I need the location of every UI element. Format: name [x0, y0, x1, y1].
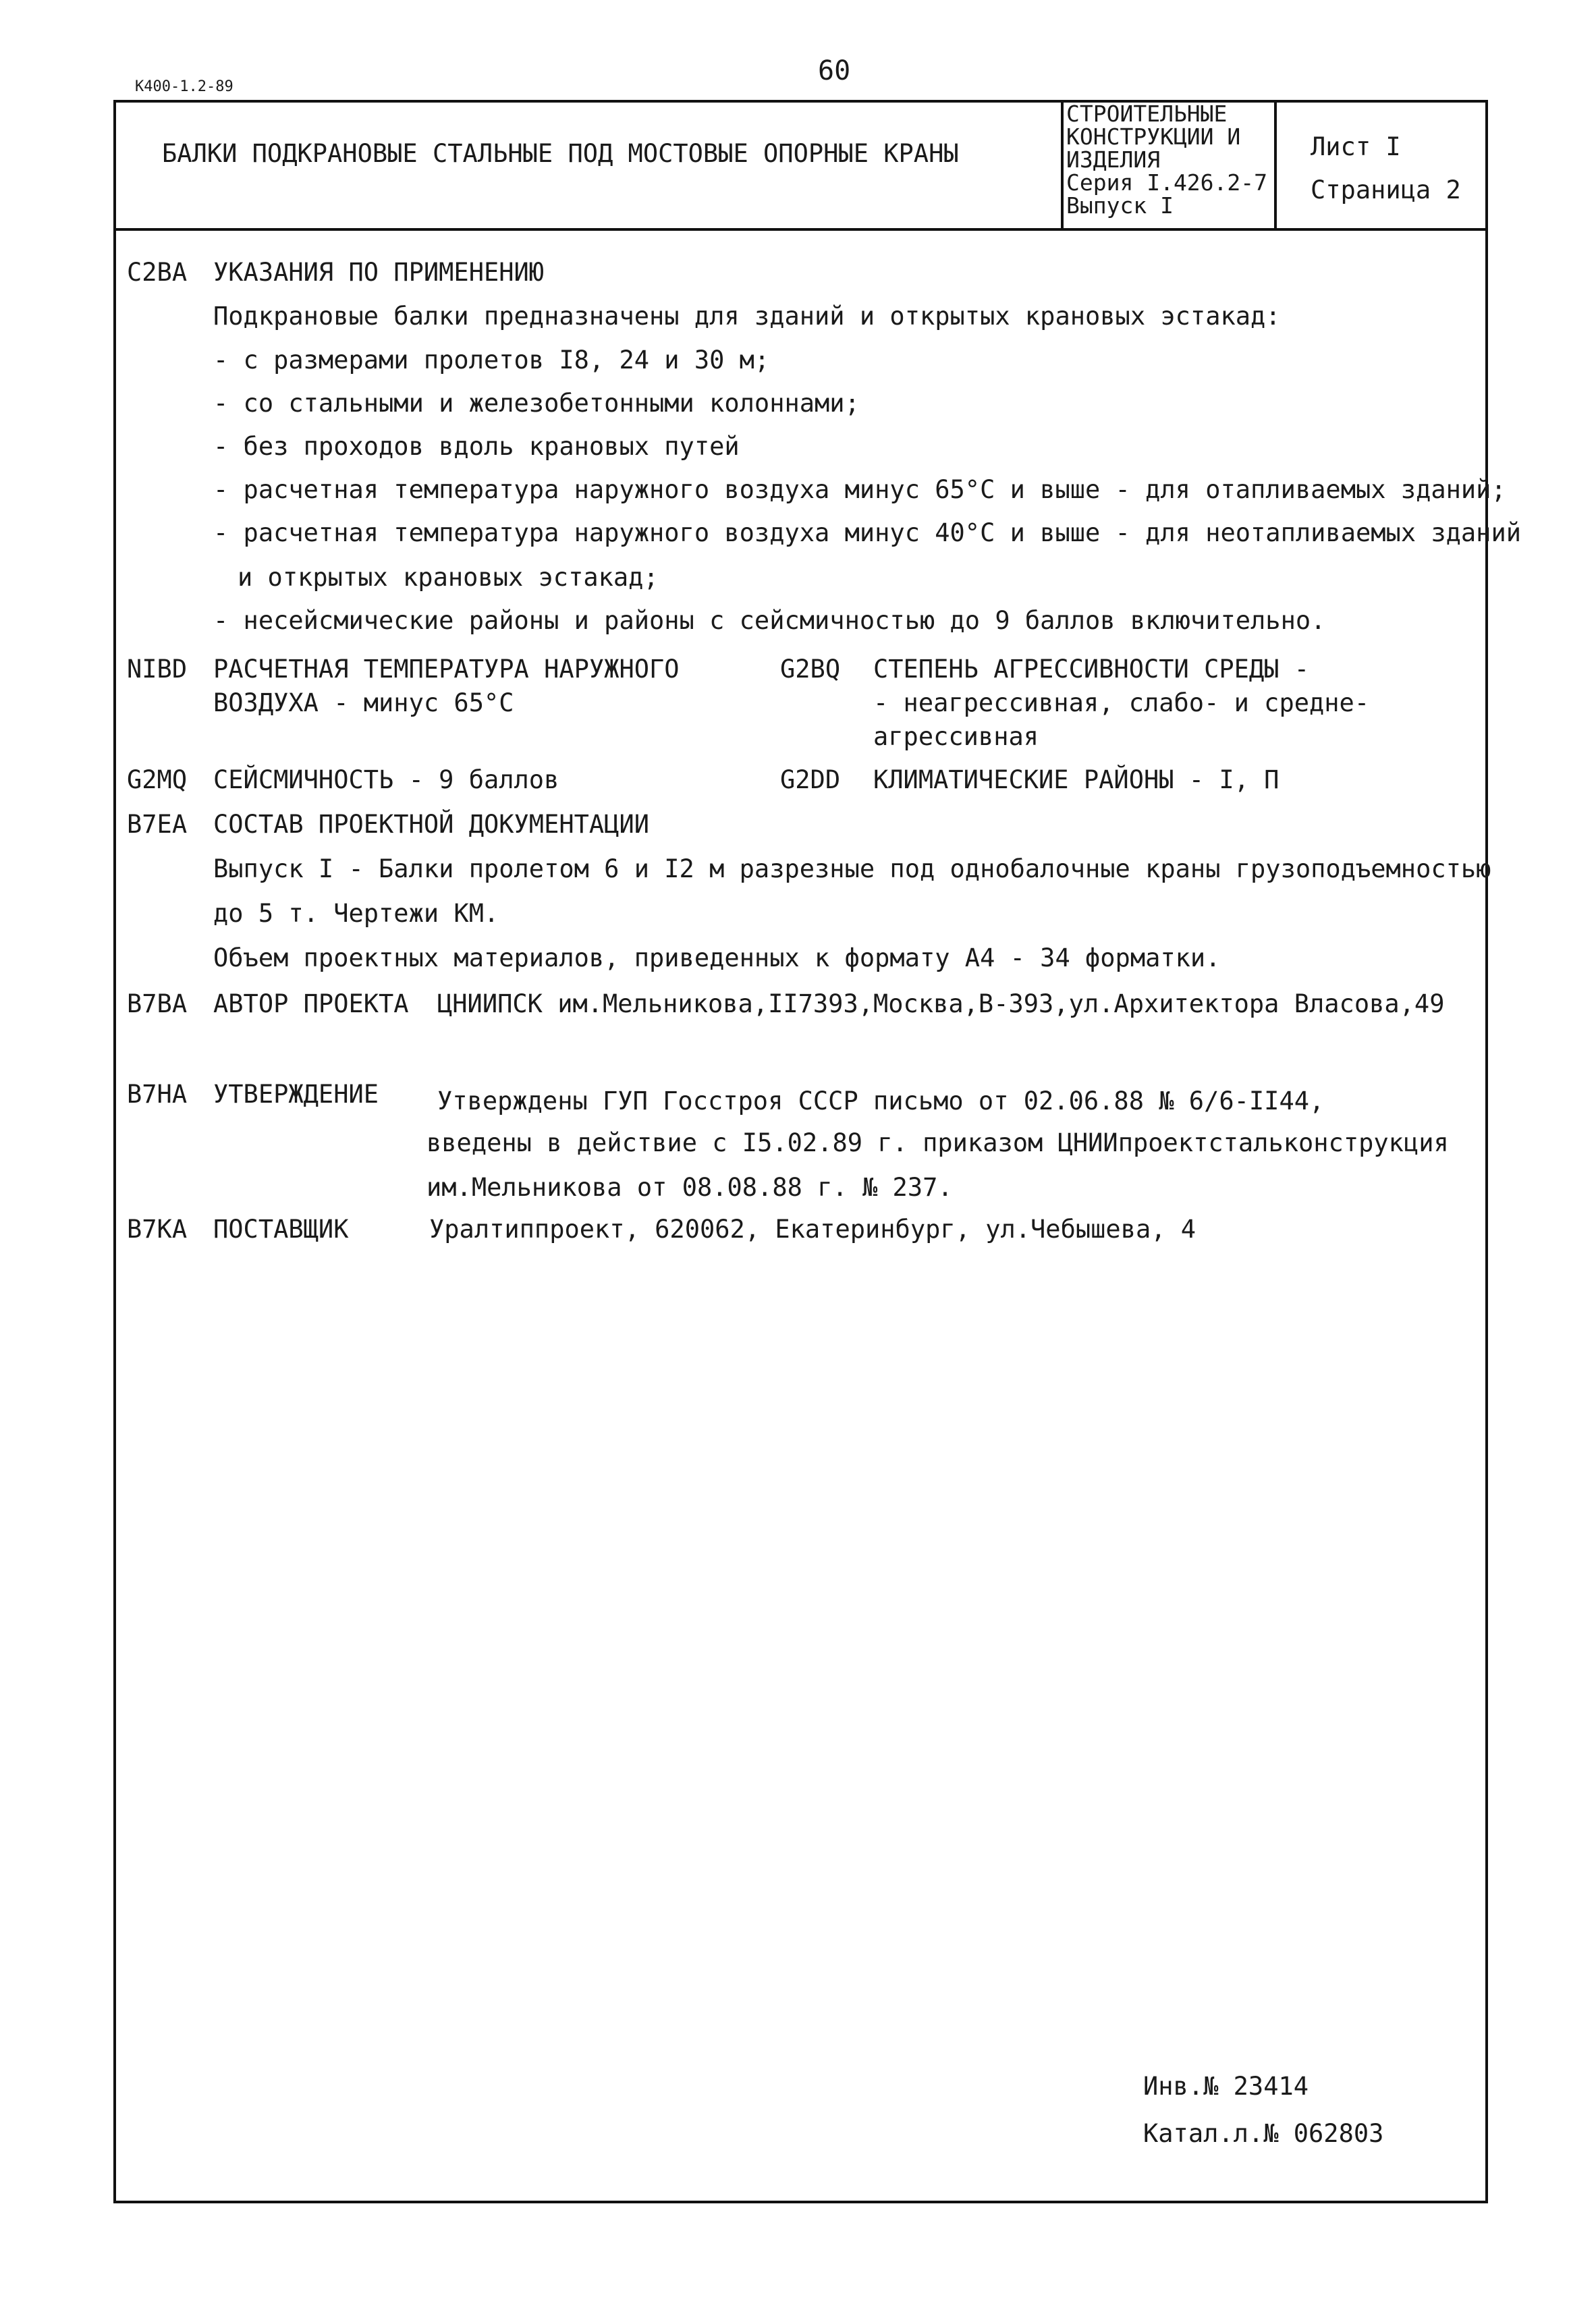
usage-item: - расчетная температура наружного воздуха минус 40°C и выше - для неотапливаемых зданий	[213, 518, 1522, 547]
series-line: КОНСТРУКЦИИ И	[1066, 123, 1241, 150]
composition-line: до 5 т. Чертежи КМ.	[213, 899, 499, 928]
header-divider	[113, 228, 1488, 231]
param-climate: КЛИМАТИЧЕСКИЕ РАЙОНЫ - I, П	[873, 765, 1279, 794]
doc-code: К400-1.2-89	[135, 78, 233, 95]
header-divider-1	[1061, 100, 1064, 229]
param-temp-line2: ВОЗДУХА - минус 65°C	[213, 688, 514, 717]
supplier-label: ПОСТАВЩИК	[213, 1215, 349, 1244]
supplier-text: Уралтиппроект, 620062, Екатеринбург, ул.Чебышева, 4	[429, 1215, 1196, 1244]
catalog-number: Катал.л.№ 062803	[1143, 2119, 1384, 2148]
inventory-number: Инв.№ 23414	[1143, 2072, 1309, 2101]
series-line: ИЗДЕЛИЯ	[1066, 146, 1161, 173]
usage-title: УКАЗАНИЯ ПО ПРИМЕНЕНИЮ	[213, 258, 545, 287]
section-code-usage: C2BA	[127, 258, 188, 287]
composition-line: Объем проектных материалов, приведенных к формату А4 - 34 форматки.	[213, 943, 1221, 972]
usage-intro: Подкрановые балки предназначены для зданий и открытых крановых эстакад:	[213, 302, 1281, 331]
usage-item: и открытых крановых эстакад;	[238, 563, 659, 592]
usage-item: - с размерами пролетов I8, 24 и 30 м;	[213, 346, 770, 375]
series-line: Серия I.426.2-7	[1066, 169, 1268, 196]
header-title: БАЛКИ ПОДКРАНОВЫЕ СТАЛЬНЫЕ ПОД МОСТОВЫЕ ОПОРНЫЕ КРАНЫ	[162, 139, 959, 168]
param-code-climate: G2DD	[780, 765, 841, 794]
series-line: Выпуск I	[1066, 192, 1174, 219]
approval-line: Утверждены ГУП Госстроя СССР письмо от 02.06.88 № 6/6-II44,	[437, 1086, 1325, 1116]
composition-title: СОСТАВ ПРОЕКТНОЙ ДОКУМЕНТАЦИИ	[213, 810, 650, 839]
section-code-author: B7BA	[127, 989, 188, 1018]
header-divider-2	[1274, 100, 1277, 229]
param-seism: СЕЙСМИЧНОСТЬ - 9 баллов	[213, 765, 559, 794]
series-block	[1066, 103, 1273, 228]
page-label: Страница 2	[1311, 175, 1461, 204]
usage-item: - без проходов вдоль крановых путей	[213, 432, 740, 461]
param-temp-line1: РАСЧЕТНАЯ ТЕМПЕРАТУРА НАРУЖНОГО	[213, 655, 680, 684]
approval-line: им.Мельникова от 08.08.88 г. № 237.	[426, 1173, 953, 1202]
composition-line: Выпуск I - Балки пролетом 6 и I2 м разрезные под однобалочные краны грузоподъемностью	[213, 854, 1491, 883]
usage-item: - несейсмические районы и районы с сейсмичностью до 9 баллов включительно.	[213, 606, 1326, 635]
sheet-block	[1282, 103, 1485, 228]
sheet-number: Лист I	[1311, 132, 1401, 161]
param-aggr-line2: - неагрессивная, слабо- и средне-	[873, 688, 1370, 717]
section-code-composition: B7EA	[127, 810, 188, 839]
param-code-seism: G2MQ	[127, 765, 188, 794]
section-code-approval: B7HA	[127, 1080, 188, 1109]
param-aggr-line1: СТЕПЕНЬ АГРЕССИВНОСТИ СРЕДЫ -	[873, 655, 1310, 684]
author-label: АВТОР ПРОЕКТА	[213, 989, 409, 1018]
param-code-aggr: G2BQ	[780, 655, 841, 684]
series-line: СТРОИТЕЛЬНЫЕ	[1066, 103, 1228, 127]
author-text: ЦНИИПСК им.Мельникова,II7393,Москва,В-393,ул.Архитектора Власова,49	[437, 989, 1445, 1018]
section-code-supplier: B7KA	[127, 1215, 188, 1244]
page-number: 60	[818, 55, 851, 86]
param-code-temp: NIBD	[127, 655, 188, 684]
param-aggr-line3: агрессивная	[873, 722, 1039, 751]
approval-line: введены в действие с I5.02.89 г. приказом ЦНИИпроектстальконструкция	[426, 1128, 1449, 1157]
usage-item: - расчетная температура наружного воздуха минус 65°C и выше - для отапливаемых зданий;	[213, 475, 1506, 504]
usage-item: - со стальными и железобетонными колоннами;	[213, 389, 860, 418]
approval-label: УТВЕРЖДЕНИЕ	[213, 1080, 379, 1109]
